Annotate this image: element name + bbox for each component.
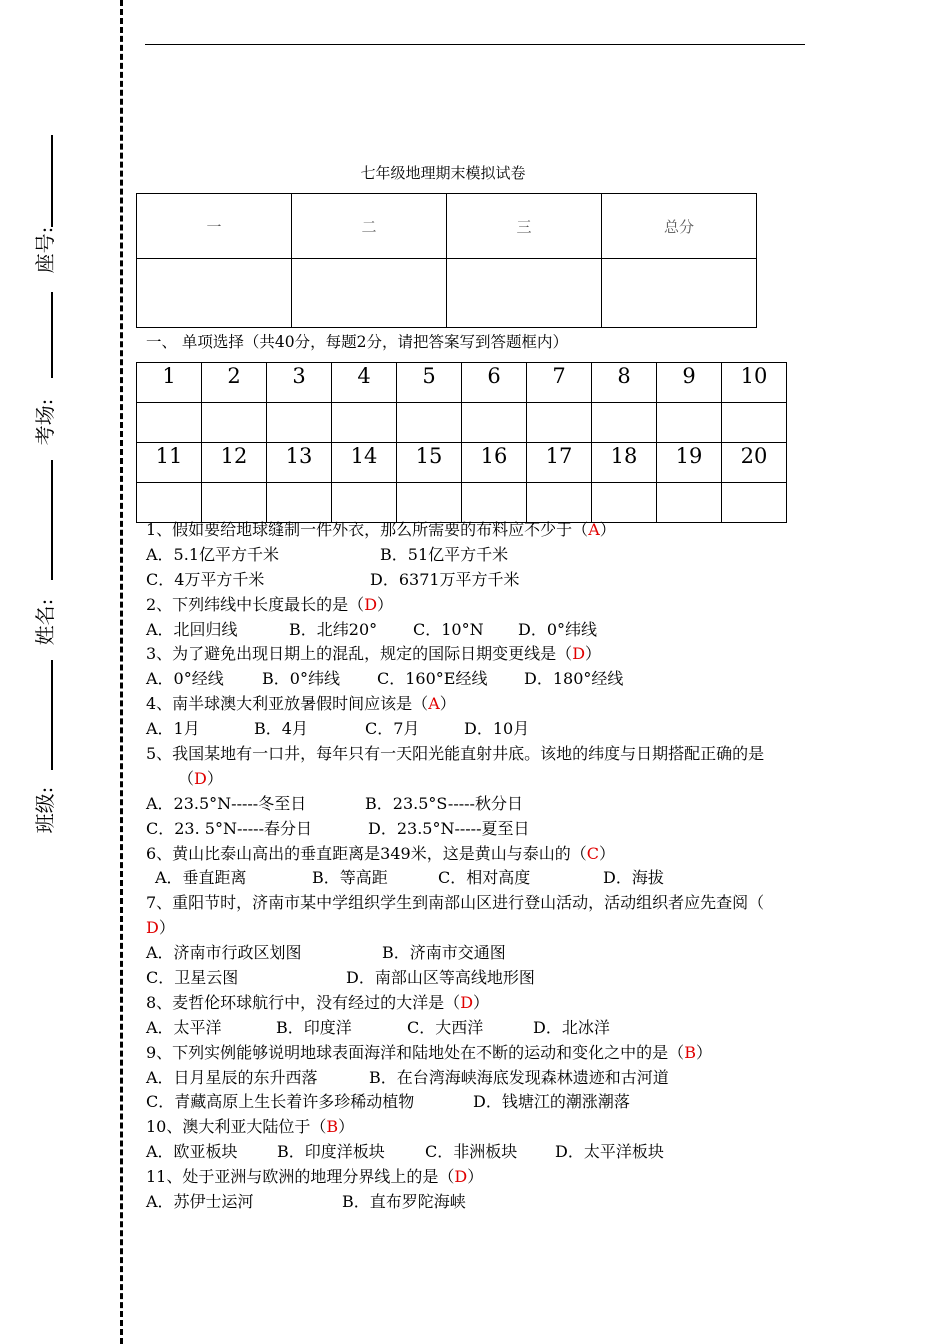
name-label-text: 姓名: (33, 598, 57, 646)
answer-letter: D (454, 1167, 468, 1187)
grid-answer-cell[interactable] (657, 483, 722, 523)
option-b: B．印度洋板块 (277, 1142, 385, 1162)
option-a: A．0°经线 (146, 669, 224, 689)
option-a: A．23.5°N-----冬至日 (146, 793, 307, 813)
question-stem: 5、我国某地有一口井，每年只有一天阳光能直射井底。该地的纬度与日期搭配正确的是 (146, 744, 765, 764)
room-label-text: 考场: (33, 398, 57, 446)
question-stem: 11、处于亚洲与欧洲的地理分界线上的是（ (146, 1167, 455, 1187)
option-d: D．6371万平方千米 (370, 569, 520, 589)
option-d: D．太平洋板块 (555, 1142, 664, 1162)
answer-letter: A (588, 520, 600, 539)
question-7-answer-line (0, 916, 950, 941)
question-5-answer-line (0, 767, 950, 792)
option-b: B．济南市交通图 (382, 943, 506, 963)
grid-number: 3 (267, 363, 332, 403)
option-c: C．10°N (413, 619, 484, 639)
question-stem: 4、南半球澳大利亚放暑假时间应该是（ (146, 694, 429, 714)
grid-answer-cell[interactable] (657, 403, 722, 443)
options-row (0, 941, 950, 966)
option-d: D．23.5°N-----夏至日 (368, 818, 530, 838)
close-paren: ） (338, 1117, 355, 1137)
option-c: C．4万平方千米 (146, 569, 265, 589)
question-2 (0, 593, 950, 618)
grid-number: 16 (462, 443, 527, 483)
page-title: 七年级地理期末模拟试卷 (360, 164, 526, 182)
question-stem: 10、澳大利亚大陆位于（ (146, 1117, 327, 1137)
grid-number: 20 (722, 443, 787, 483)
answer-letter: D (364, 594, 378, 614)
score-header-2: 二 (292, 194, 447, 259)
answer-letter: D (194, 768, 207, 788)
option-c: C．160°E经线 (377, 669, 488, 689)
class-label-text: 班级: (33, 786, 57, 834)
option-a: A．欧亚板块 (146, 1142, 238, 1162)
score-header-1: 一 (137, 194, 292, 259)
grid-number: 11 (137, 443, 202, 483)
grid-answer-cell[interactable] (267, 403, 332, 443)
options-row (0, 1190, 950, 1215)
score-cell-1[interactable] (137, 259, 292, 328)
grid-answer-cell[interactable] (397, 403, 462, 443)
option-a: A．苏伊士运河 (146, 1192, 254, 1212)
grid-answer-cell[interactable] (722, 403, 787, 443)
close-paren: ） (585, 644, 602, 664)
grid-number: 6 (462, 363, 527, 403)
question-stem: 8、麦哲伦环球航行中，没有经过的大洋是（ (146, 992, 461, 1012)
grid-number: 19 (657, 443, 722, 483)
options-row (0, 866, 950, 891)
grid-number: 7 (527, 363, 592, 403)
option-b: B．23.5°S-----秋分日 (365, 793, 523, 813)
grid-number: 2 (202, 363, 267, 403)
option-a: A．济南市行政区划图 (146, 943, 302, 963)
question-7 (0, 891, 950, 916)
close-paren: ） (158, 918, 175, 938)
score-header-3: 三 (447, 194, 602, 259)
option-d: D．钱塘江的潮涨潮落 (473, 1092, 630, 1112)
grid-answer-cell[interactable] (527, 403, 592, 443)
grid-number: 18 (592, 443, 657, 483)
grid-number: 9 (657, 363, 722, 403)
score-table (136, 193, 757, 328)
score-cell-total[interactable] (602, 259, 757, 328)
question-5 (0, 742, 950, 767)
option-b: B．51亿平方千米 (380, 544, 509, 564)
score-header-total: 总分 (602, 194, 757, 259)
options-row (0, 568, 950, 593)
option-b: B．印度洋 (276, 1017, 352, 1037)
grid-number: 12 (202, 443, 267, 483)
grid-number: 15 (397, 443, 462, 483)
seat-label-text: 座号: (33, 226, 57, 274)
grid-number: 17 (527, 443, 592, 483)
option-a: A．日月星辰的东升西落 (146, 1067, 318, 1087)
score-cell-2[interactable] (292, 259, 447, 328)
question-stem: 6、黄山比泰山高出的垂直距离是349米，这是黄山与泰山的（ (146, 843, 587, 863)
option-c: C．大西洋 (407, 1017, 484, 1037)
header-rule (145, 44, 805, 45)
answer-letter: D (146, 918, 159, 938)
answer-letter: C (586, 843, 599, 863)
option-c: C．7月 (365, 719, 420, 739)
answer-letter: D (460, 992, 474, 1012)
answer-grid (136, 362, 787, 523)
close-paren: ） (206, 768, 223, 788)
option-b: B．在台湾海峡海底发现森林遗迹和古河道 (369, 1067, 669, 1087)
question-stem: 3、为了避免出现日期上的混乱，规定的国际日期变更线是（ (146, 644, 573, 664)
option-a: A．太平洋 (146, 1017, 222, 1037)
grid-answer-cell[interactable] (592, 483, 657, 523)
options-row (0, 543, 950, 568)
score-cell-3[interactable] (447, 259, 602, 328)
grid-number: 8 (592, 363, 657, 403)
option-d: D．南部山区等高线地形图 (346, 968, 535, 988)
option-a: A．北回归线 (146, 619, 238, 639)
room-blank-line-upper (51, 292, 53, 378)
question-stem: 2、下列纬线中长度最长的是（ (146, 594, 365, 614)
option-a: A．垂直距离 (155, 868, 247, 888)
option-a: A．1月 (146, 719, 200, 739)
question-stem: 7、重阳节时，济南市某中学组织学生到南部山区进行登山活动，活动组织者应先查阅（ (146, 893, 765, 913)
question-10 (0, 1115, 950, 1140)
grid-number: 5 (397, 363, 462, 403)
option-b: B．北纬20° (289, 619, 378, 639)
option-c: C．卫星云图 (146, 968, 239, 988)
grid-answer-cell[interactable] (397, 483, 462, 523)
close-paren: ） (599, 520, 616, 539)
answer-letter: B (684, 1042, 696, 1062)
close-paren: ） (695, 1042, 712, 1062)
question-9 (0, 1041, 950, 1066)
grid-number: 4 (332, 363, 397, 403)
question-1 (0, 518, 950, 543)
option-a: A．5.1亿平方千米 (146, 544, 280, 564)
close-paren: ） (473, 992, 490, 1012)
grid-answer-cell[interactable] (527, 483, 592, 523)
option-b: B．4月 (254, 719, 308, 739)
options-row (0, 1066, 950, 1091)
question-stem: 1、假如要给地球缝制一件外衣，那么所需要的布料应不少于（ (146, 520, 589, 539)
grid-answer-cell[interactable] (137, 483, 202, 523)
option-d: D．180°经线 (524, 669, 624, 689)
options-row (0, 1090, 950, 1115)
grid-number: 10 (722, 363, 787, 403)
grid-answer-cell[interactable] (332, 403, 397, 443)
options-row (0, 717, 950, 742)
options-row (0, 1140, 950, 1165)
grid-answer-cell[interactable] (202, 403, 267, 443)
option-d: D．10月 (464, 719, 530, 739)
question-8 (0, 991, 950, 1016)
option-d: D．0°纬线 (518, 619, 598, 639)
options-row (0, 667, 950, 692)
answer-letter: D (572, 644, 586, 664)
question-6 (0, 842, 950, 867)
room-label (30, 392, 60, 452)
close-paren: ） (439, 694, 456, 714)
options-row (0, 792, 950, 817)
question-stem: 9、下列实例能够说明地球表面海洋和陆地处在不断的运动和变化之中的是（ (146, 1042, 685, 1062)
grid-number: 1 (137, 363, 202, 403)
option-b: B．0°纬线 (262, 669, 340, 689)
question-11 (0, 1165, 950, 1190)
option-d: D．北冰洋 (533, 1017, 610, 1037)
options-row (0, 817, 950, 842)
option-b: B．等高距 (312, 868, 388, 888)
grid-answer-cell[interactable] (722, 483, 787, 523)
option-c: C．23. 5°N-----春分日 (146, 818, 312, 838)
answer-letter: B (326, 1117, 339, 1137)
close-paren: ） (377, 594, 394, 614)
options-row (0, 618, 950, 643)
grid-answer-cell[interactable] (332, 483, 397, 523)
option-d: D．海拔 (603, 868, 664, 888)
open-paren: （ (178, 768, 195, 788)
seat-blank-line (51, 135, 53, 227)
close-paren: ） (467, 1167, 484, 1187)
option-c: C．相对高度 (438, 868, 531, 888)
grid-answer-cell[interactable] (592, 403, 657, 443)
section-heading-single-choice: 一、 单项选择（共40分，每题2分，请把答案写到答题框内） (146, 333, 569, 351)
options-row (0, 966, 950, 991)
answer-letter: A (428, 694, 440, 714)
option-b: B．直布罗陀海峡 (342, 1192, 466, 1212)
options-row (0, 1016, 950, 1041)
grid-answer-cell[interactable] (462, 483, 527, 523)
grid-number: 14 (332, 443, 397, 483)
grid-answer-cell[interactable] (267, 483, 332, 523)
close-paren: ） (598, 843, 615, 863)
grid-answer-cell[interactable] (137, 403, 202, 443)
grid-answer-cell[interactable] (202, 483, 267, 523)
grid-answer-cell[interactable] (462, 403, 527, 443)
question-4 (0, 692, 950, 717)
question-list (0, 518, 950, 1215)
seat-label (30, 220, 60, 280)
option-c: C．非洲板块 (425, 1142, 518, 1162)
question-3 (0, 642, 950, 667)
grid-number: 13 (267, 443, 332, 483)
option-c: C．青藏高原上生长着许多珍稀动植物 (146, 1092, 415, 1112)
